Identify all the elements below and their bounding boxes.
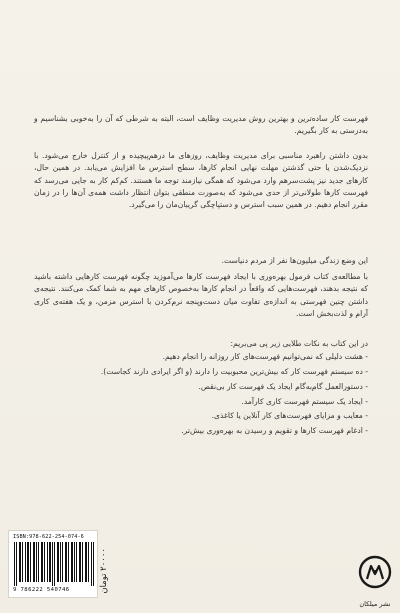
isbn-barcode xyxy=(8,530,98,598)
barcode-digits: 9 786222 540746 xyxy=(13,587,70,593)
key-points-list xyxy=(34,350,368,439)
problem-paragraph xyxy=(34,150,368,211)
publisher-name: نشر میلکان xyxy=(359,600,391,608)
key-point-item: - معایب و مزایای فهرست‌های کار آنلاین یا کاغذی. xyxy=(211,411,368,421)
isbn-number: ISBN:978-622-254-074-6 xyxy=(13,534,84,540)
price-label: ۲۰۰۰۰ تومان xyxy=(99,548,109,594)
key-point-item: - هشت دلیلی که نمی‌توانیم فهرست‌های کار روزانه را انجام دهیم. xyxy=(162,352,368,362)
key-point-item: - دستورالعمل گام‌به‌گام ایجاد یک فهرست کار بی‌نقص. xyxy=(198,381,368,391)
problem-text: بدون داشتن راهبرد مناسبی برای مدیریت وظایف، روزهای ما درهم‌پیچیده و از کنترل خارج می‌شود. با نزدیک‌شدن یا حتی گذشتن مهلت نهایی انجام کارها، سطح استرس ما افزایش می‌یابد. در همین حال، کارهای جدید نیز پشت‌سرهم وارد می‌شود که همگی نیازمند توجه ما هستند. کم‌کم کار به جایی می‌رسد که فهرست کارها طولانی‌تر از حدی می‌شود که به‌صورت منطقی بتوان انتظار داشت همه‌ی آن‌ها را در زمان مقرر انجام دهیم. در همین سبب استرس و دستپاچگی گریبان‌مان را می‌گیرد. xyxy=(34,151,368,210)
book-summary-paragraph xyxy=(34,271,368,320)
key-point-item: - ایجاد یک سیستم فهرست کاری کارآمد. xyxy=(241,396,368,406)
intro-text: فهرست کار ساده‌ترین و بهترین روش مدیریت وظایف است، البته به شرطی که آن را به‌خوبی بشناسیم و به‌درستی به کار بگیریم. xyxy=(34,114,368,136)
barcode-icon xyxy=(12,542,96,586)
key-point-item: - ده سیستم فهرست کار که بیش‌ترین محبوبیت را دارند (و اگر ایرادی دارند کجاست). xyxy=(100,367,368,377)
key-points-heading: در این کتاب به نکات طلایی زیر پی می‌بریم: xyxy=(230,339,368,348)
book-summary-text: با مطالعه‌ی کتاب فرمول بهره‌وری با ایجاد فهرست کارها می‌آموزید چگونه فهرست کارهایی داشته باشید که نتیجه بدهند، فهرست‌هایی که واقعاً در انجام کارها به‌خصوص کارهای مهم به شما کمک می‌کنند. نتیجه‌ی داشتن چنین فهرستی به اندازه‌ی تفاوت میان دست‌وپنجه نرم‌کردن با استرس مزمن، و یک هفته‌ی کاری آرام و لذت‌بخش است. xyxy=(34,272,368,318)
key-point-item: - ادغام فهرست کارها و تقویم و رسیدن به بهره‌وری بیش‌تر. xyxy=(181,426,368,436)
publisher-logo-icon xyxy=(358,555,392,601)
statement-text: این وضع زندگی میلیون‌ها نفر از مردم دنیاست. xyxy=(221,256,368,265)
intro-paragraph xyxy=(34,113,368,138)
key-points-section xyxy=(34,338,368,439)
statement-paragraph xyxy=(34,255,368,267)
